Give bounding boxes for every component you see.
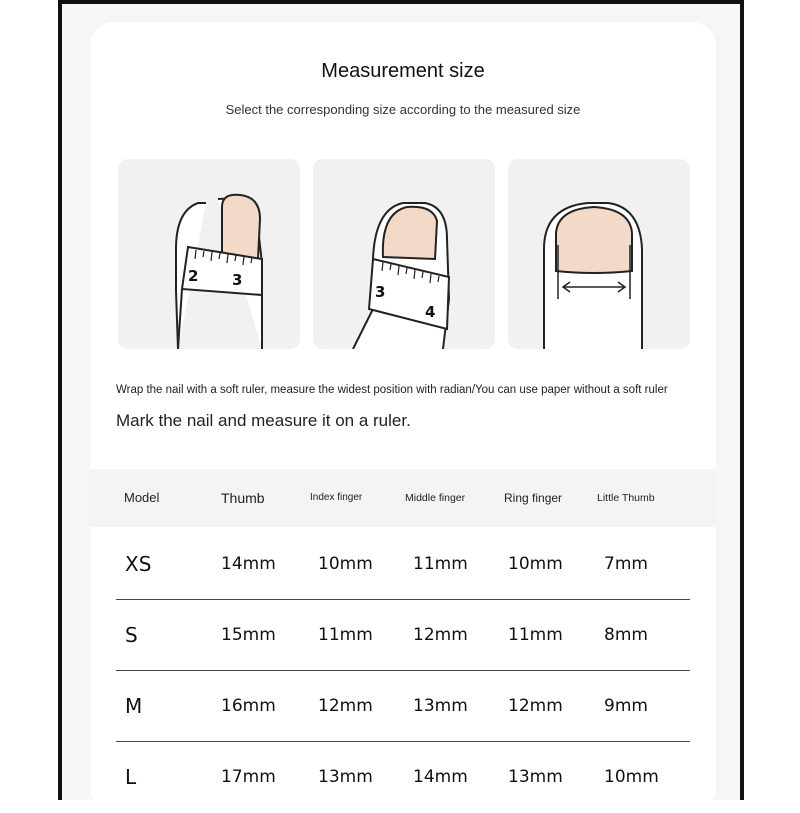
thumb-ruler-illustration [118, 159, 300, 349]
ruler-label: 4 [425, 303, 436, 321]
table-header [90, 469, 716, 527]
ruler-label: 2 [188, 267, 199, 285]
thumb-value: 16mm [221, 696, 276, 716]
page-subtitle: Select the corresponding size according to the measured size [225, 102, 581, 117]
page-title: Measurement size [321, 60, 485, 82]
middle-value: 12mm [413, 625, 468, 645]
ruler-label: 3 [375, 283, 386, 301]
ring-value: 12mm [508, 696, 563, 716]
header-little-thumb: Little Thumb [597, 492, 655, 504]
middle-value: 14mm [413, 767, 468, 787]
size-label: L [125, 765, 137, 789]
header-thumb: Thumb [221, 490, 265, 506]
table-row [90, 529, 716, 600]
little-value: 8mm [604, 625, 648, 645]
header-model: Model [124, 490, 160, 505]
thumb-value: 17mm [221, 767, 276, 787]
ring-value: 13mm [508, 767, 563, 787]
instruction-line-2: Mark the nail and measure it on a ruler. [116, 411, 411, 430]
size-label: S [125, 623, 138, 647]
thumb-value: 14mm [221, 554, 276, 574]
header-middle-finger: Middle finger [405, 492, 466, 504]
index-value: 12mm [318, 696, 373, 716]
instruction-line-1: Wrap the nail with a soft ruler, measure the widest position with radian/You can use paper without a soft ruler [116, 384, 668, 396]
figure-thumb-ruler [118, 159, 300, 349]
page-frame [58, 0, 744, 800]
finger-ruler-illustration [313, 159, 495, 349]
header-index-finger: Index finger [310, 492, 363, 503]
ring-value: 11mm [508, 625, 563, 645]
size-label: XS [125, 552, 152, 576]
table-row [90, 600, 716, 671]
index-value: 11mm [318, 625, 373, 645]
size-chart-card [90, 22, 716, 812]
ruler-label: 3 [232, 271, 243, 289]
little-value: 10mm [604, 767, 659, 787]
size-label: M [125, 694, 143, 718]
little-value: 7mm [604, 554, 648, 574]
middle-value: 11mm [413, 554, 468, 574]
thumb-value: 15mm [221, 625, 276, 645]
table-row [90, 671, 716, 742]
figure-finger-ruler [313, 159, 495, 349]
nail-width-illustration [508, 159, 690, 349]
middle-value: 13mm [413, 696, 468, 716]
ring-value: 10mm [508, 554, 563, 574]
little-value: 9mm [604, 696, 648, 716]
figure-nail-width [508, 159, 690, 349]
header-ring-finger: Ring finger [504, 491, 563, 505]
index-value: 13mm [318, 767, 373, 787]
index-value: 10mm [318, 554, 373, 574]
table-row [90, 742, 716, 813]
